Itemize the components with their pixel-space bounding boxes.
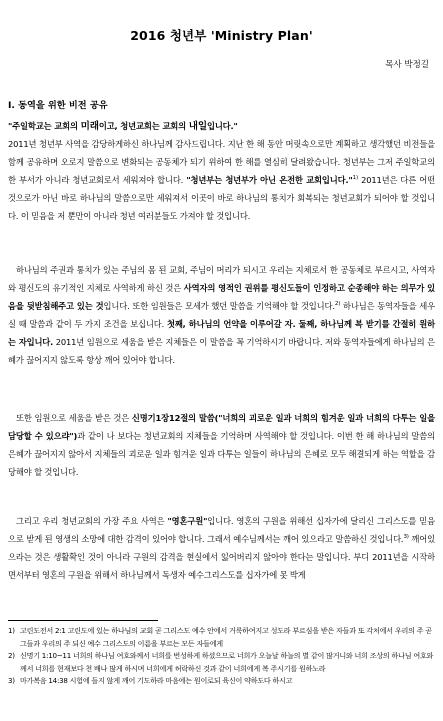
- quote-emphasis: 내일: [188, 121, 207, 132]
- key-quote: [8, 118, 435, 136]
- text-run: 하나님의 주권과 통치가 있는 주님의 몸 된 교회, 주님이 머리가 되시고 우리는 지체로서 한 공동체로 부르시고, 사역자와 평신도의 유기적인 지체로 사역하게 하신 것은: [8, 265, 435, 293]
- quote-part: 입니다.": [206, 121, 238, 131]
- paragraph-3: [8, 410, 435, 482]
- text-run: 하나님은 동역자들을 세우실 때 말씀과 같이 두 가지 조건을 보십니다.: [8, 300, 435, 329]
- document-title: 2016 청년부 'Ministry Plan': [130, 28, 313, 43]
- bold-text-run: 첫째, 하나님의 언약을 이루어갈 자. 둘째, 하나님께 복 받기를 간절히 원하는 자입니다.: [8, 318, 435, 347]
- footnote-divider: [8, 620, 158, 621]
- footnote-ref-1: 1): [352, 174, 358, 181]
- paragraph-text: [8, 136, 435, 226]
- paragraph-1: [8, 118, 435, 225]
- bold-text-run: "청년부는 청년부가 아닌 온전한 교회입니다.": [186, 174, 353, 185]
- quote-part: 이고, 청년교회는 교회의: [98, 121, 189, 131]
- text-run: 입니다. 또한 임원들은 모세가 했던 말씀을 기억해야 할 것입니다.: [103, 300, 335, 311]
- bold-text-run: "영혼구원": [167, 516, 208, 526]
- footnotes: [8, 625, 436, 688]
- author-name: 목사 박정길: [385, 60, 429, 70]
- paragraph-text: [8, 513, 435, 585]
- paragraph-text: [8, 410, 435, 482]
- text-run: 또한 임원으로 세움을 받은 것은: [16, 413, 132, 423]
- footnote-1: [8, 625, 436, 650]
- section-heading: Ⅰ. 동역을 위한 비전 공유: [8, 100, 108, 111]
- bold-text-run: 사역자의 영적인 권위를 평신도들이 인정하고 순종해야 하는 의무가 있음을 뒷받침해주고 있는 것: [8, 282, 435, 311]
- footnote-number: 1): [8, 626, 15, 635]
- text-run: 과 같이 나 보다는 청년교회의 지체들을 기억하며 사역해야 할 것입니다. 이번 한 해 하나님의 말씀의 은혜가 끊어지지 않아서 지체들의 괴로운 일과 힘겨운 일과 다투는 일들이 하나님의 은혜로 모두 해결되게 하는 역할을 감당해야 할 것입니다.: [8, 430, 436, 477]
- paragraph-2: [8, 262, 435, 369]
- footnote-text: 고린도전서 2:1 고린도에 있는 하나님의 교회 곧 그리스도 예수 안에서 거룩하여지고 성도라 부르심을 받은 자들과 또 각처에서 우리의 주 곧 그들과 우리의 주 되신 예수 그리스도의 이름을 부르는 모든 자들에게: [20, 626, 432, 648]
- footnote-ref-3: 3): [403, 534, 409, 541]
- bold-text-run: 신명기1장12절의 말씀("너희의 괴로운 일과 너희의 힘겨운 일과 너희의 다투는 일을 담당할 수 있으랴"): [8, 413, 435, 441]
- footnote-ref-2: 2): [334, 301, 341, 308]
- footnote-number: 2): [8, 651, 15, 661]
- footnote-text: 신명기 1:10~11 너희의 하나님 여호와께서 너희를 번성하게 하셨으므로 너희가 오늘날 하늘의 별 같이 많거니와 너희 조상의 하나님 여호와께서 너희를 현재보다 천 배나 많게 하시며 너희에게 허락하신 것과 같이 너희에게 복 주시기를 원하노라: [20, 651, 434, 673]
- text-run: 입니다. 영혼의 구원을 위해선 십자가에 달리신 그리스도를 믿음으로 받게 된 영생의 소망에 대한 감격이 있어야 합니다. 그래서 예수님께서는 깨어 있으라고 말씀하신 것입니다.: [8, 516, 435, 544]
- footnote-number: 3): [8, 676, 15, 686]
- quote-emphasis: 미래: [80, 121, 99, 132]
- text-run: 2011년 임원으로 세움을 받은 지체들은 이 말씀을 꼭 기억하시기 바랍니다. 저와 동역자들에게 하나님의 은혜가 끊어지지 않도록 항상 깨어 있어야 합니다.: [8, 336, 435, 365]
- paragraph-text: [8, 262, 435, 369]
- paragraph-4: [8, 513, 435, 585]
- footnote-3: [8, 675, 436, 688]
- text-run: 2011년 청년부 사역을 감당하게하신 하나님께 감사드립니다. 지난 한 해 동안 머릿속으로만 계획하고 생각했던 비전들을 함께 공유하며 오로지 말씀으로 변화되는 공동체가 되기 위하여 한 해를 열심히 달려왔습니다. 청년부는 그저 주일학교의 한 부서가 아니라 청년교회로서 세워져야 합니다.: [8, 138, 435, 185]
- text-run: 깨어있으라는 것은 생활확인 것이 아니라 구원의 감격을 현실에서 잃어버리지 않아야 한다는 말입니다. 부디 2011년을 시작하면서부터 영혼의 구원을 위해서 하나님께서 독생자 예수그리스도를 십자가에 못 박게: [8, 533, 436, 580]
- text-run: 2011년은 다른 어떤 것으로가 아닌 바로 하나님의 말씀으로만 세워져서 이곳이 바로 하나님의 통치가 회복되는 청년교회가 되어야 할 것입니다. 이 믿음을 저 뿐만이 아니라 청년 여러분들도 가져야 할 것입니다.: [8, 174, 435, 221]
- text-run: 그리고 우리 청년교회의 가장 주요 사역은: [16, 516, 168, 526]
- quote-part: "주일학교는 교회의: [8, 121, 81, 131]
- footnote-2: [8, 650, 436, 675]
- footnote-text: 마가복음 14:38 시험에 들지 않게 깨어 기도하라 마음에는 원이로되 육신이 약하도다 하시고: [20, 676, 293, 686]
